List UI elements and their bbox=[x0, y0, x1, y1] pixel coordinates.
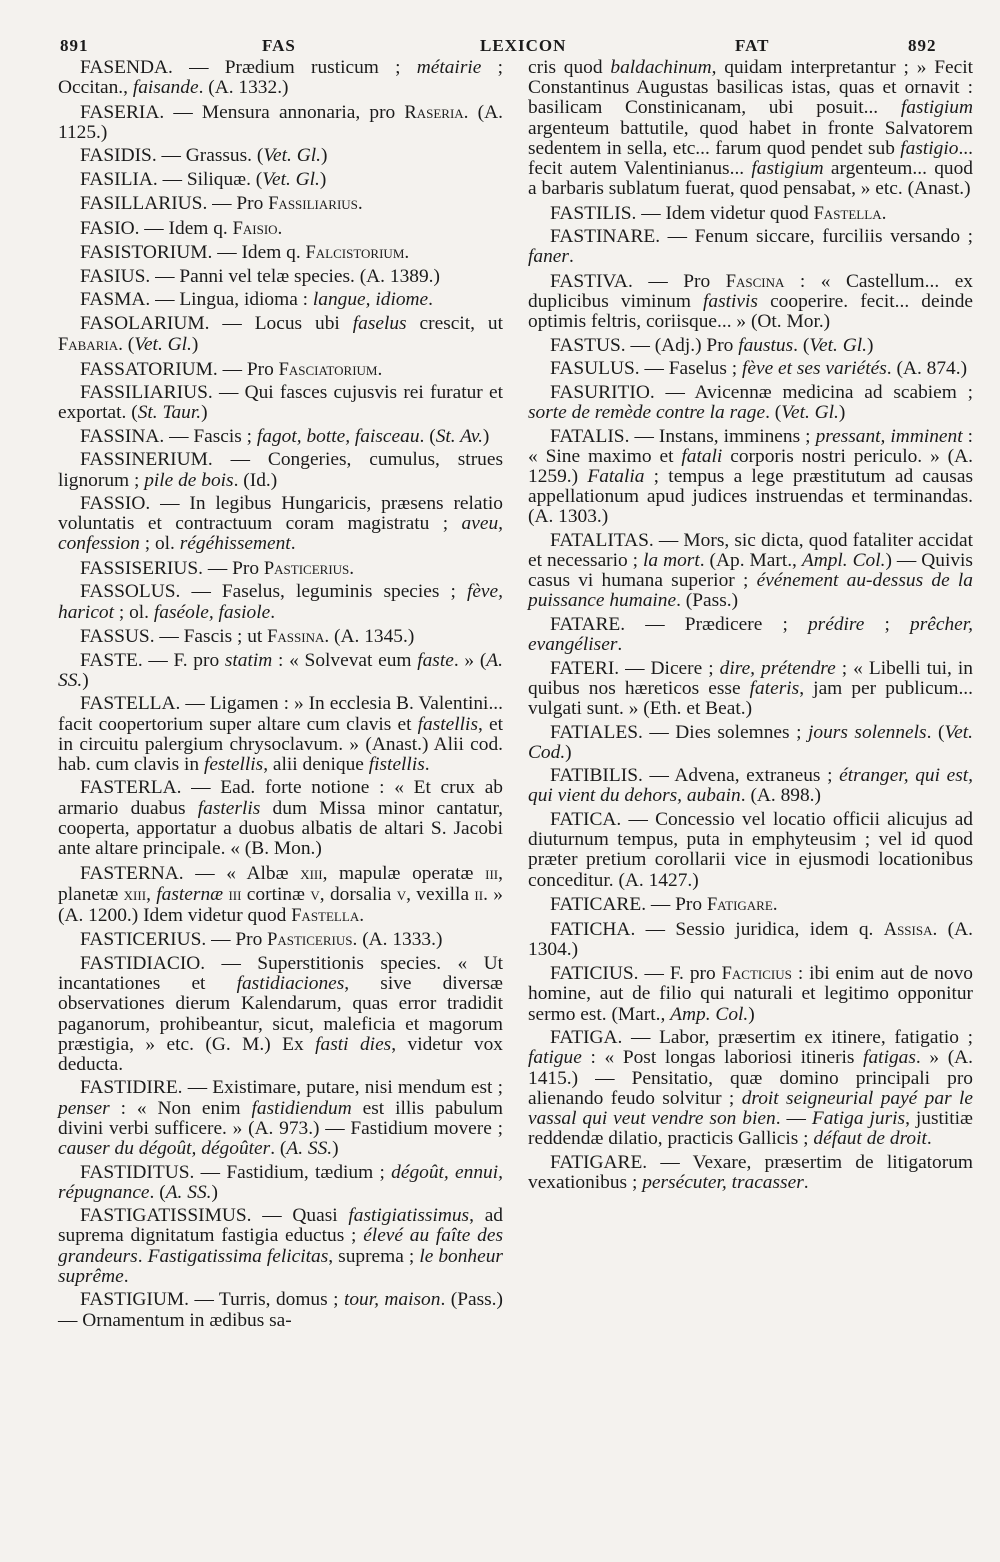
dictionary-entry bbox=[58, 359, 503, 380]
entry-headword: FASIO. bbox=[80, 217, 140, 239]
entry-definition: — Labor, præsertim ex itinere, fatigatio ; fatigue : « Post longas laboriosi itineris fatigas. » (A. 1415.) — Pensitatio, quæ domino principali pro alienando feudo solvitur ; droit seigneurial payé par le vassal qui veut vendre son bien. — Fatiga juris, justitiæ reddendæ dilatio, practicis Gallicis ; défaut de droit. bbox=[528, 1027, 973, 1150]
dictionary-entry bbox=[528, 894, 973, 915]
dictionary-entry bbox=[528, 659, 973, 720]
entry-headword: FASERIA. bbox=[80, 101, 165, 123]
entry-headword: FASSIO. bbox=[80, 493, 151, 515]
dictionary-entry bbox=[58, 1163, 503, 1203]
entry-definition: — Prædicere ; prédire ; prêcher, evangéliser. bbox=[528, 613, 973, 656]
entry-definition: — Pro Fascina : « Castellum... ex duplicibus viminum fastivis cooperire. fecit... deinde optimis feltris, coriisque... » (Ot. Mor.) bbox=[528, 270, 973, 333]
dictionary-entry bbox=[58, 778, 503, 859]
dictionary-entry bbox=[58, 290, 503, 310]
dictionary-entry bbox=[58, 193, 503, 214]
entry-headword: FATICIUS. bbox=[550, 963, 639, 985]
dictionary-entry bbox=[58, 267, 503, 287]
entry-definition: — Existimare, putare, nisi mendum est ; penser : « Non enim fastidiendum est illis pabulum divini verbi sufficere. » (A. 973.) — Fastidium movere ; causer du dégoût, dégoûter. (A. SS.) bbox=[58, 1077, 503, 1160]
entry-definition: — Panni vel telæ species. (A. 1389.) bbox=[150, 265, 440, 287]
entry-definition: — Mors, sic dicta, quod fataliter accidat et necessario ; la mort. (Ap. Mart., Ampl. Col.) — Quivis casus vi humana superior ; événement au-dessus de la puissance humaine. (Pass.) bbox=[528, 529, 973, 612]
dictionary-entry bbox=[528, 336, 973, 356]
entry-definition: — (Adj.) Pro faustus. (Vet. Gl.) bbox=[625, 334, 874, 356]
dictionary-entry bbox=[528, 1153, 973, 1193]
dictionary-entry bbox=[528, 963, 973, 1025]
entry-headword: FASTELLA. bbox=[80, 693, 181, 715]
entry-headword: FASSISERIUS. bbox=[80, 557, 204, 579]
entry-headword: FATARE. bbox=[550, 613, 626, 635]
entry-definition: — Fascis ; fagot, botte, faisceau. (St. Av.) bbox=[164, 425, 490, 447]
entry-headword: FASENDA. bbox=[80, 57, 173, 78]
entry-headword: FASTIVA. bbox=[550, 270, 633, 292]
entry-headword: FASIUS. bbox=[80, 265, 151, 287]
entry-definition: — Pro Fasciatorium. bbox=[217, 358, 383, 380]
entry-headword: FATALIS. bbox=[550, 425, 630, 447]
entry-definition: — Vexare, præsertim de litigatorum vexationibus ; persécuter, tracasser. bbox=[528, 1151, 973, 1193]
entry-headword: FASTIGIUM. bbox=[80, 1289, 189, 1311]
entry-headword: FATIBILIS. bbox=[550, 765, 643, 787]
entry-definition: — Advena, extraneus ; étranger, qui est, qui vient du dehors, aubain. (A. 898.) bbox=[528, 765, 973, 807]
dictionary-entry bbox=[58, 102, 503, 143]
right-column bbox=[528, 58, 973, 1196]
entry-headword: FASSINERIUM. bbox=[80, 449, 213, 471]
dictionary-entry bbox=[58, 383, 503, 423]
dictionary-entry bbox=[528, 531, 973, 612]
page-number-left: 891 bbox=[60, 36, 89, 55]
dictionary-entry bbox=[58, 651, 503, 691]
entry-definition: — « Albæ xiii, mapulæ operatæ iii, planetæ xiii, fasternæ iii cortinæ v, dorsalia v, vexilla ii. » (A. 1200.) Idem videtur quod Fastella. bbox=[58, 862, 503, 926]
dictionary-entry bbox=[528, 810, 973, 891]
dictionary-entry bbox=[528, 723, 973, 763]
dictionary-entry bbox=[58, 1078, 503, 1159]
entry-definition: — F. pro statim : « Solvevat eum faste. » (A. SS.) bbox=[58, 649, 503, 691]
dictionary-entry bbox=[58, 218, 503, 239]
entry-definition: — Idem q. Falcistorium. bbox=[212, 242, 410, 264]
running-head-left: FAS bbox=[262, 36, 296, 55]
entry-headword: FATIGA. bbox=[550, 1027, 623, 1049]
entry-headword: FATIALES. bbox=[550, 721, 643, 743]
entry-definition: — Sessio juridica, idem q. Assisa. (A. 1304.) bbox=[528, 918, 973, 960]
entry-definition: — Siliquæ. (Vet. Gl.) bbox=[157, 168, 327, 190]
entry-headword: FASTINARE. bbox=[550, 226, 661, 248]
dictionary-entry bbox=[58, 494, 503, 555]
entry-definition: — Grassus. (Vet. Gl.) bbox=[156, 145, 328, 167]
entry-headword: FASTE. bbox=[80, 649, 143, 671]
running-head-right: FAT bbox=[735, 36, 770, 55]
entry-definition: — Congeries, cumulus, strues lignorum ; pile de bois. (Id.) bbox=[58, 449, 503, 491]
dictionary-entry bbox=[528, 227, 973, 267]
dictionary-entry bbox=[58, 427, 503, 447]
running-head-center: LEXICON bbox=[480, 36, 567, 55]
entry-definition: — Qui fasces cujusvis rei furatur et exportat. (St. Taur.) bbox=[58, 382, 503, 424]
entry-definition: — Dicere ; dire, prétendre ; « Libelli tui, in quibus nos hæreticos esse fateris, jam per publicum... vulgati sunt. » (Eth. et Beat.) bbox=[528, 657, 973, 720]
entry-headword: FATALITAS. bbox=[550, 529, 654, 551]
dictionary-entry bbox=[58, 58, 503, 98]
dictionary-entry bbox=[58, 1206, 503, 1287]
entry-headword: FATIGARE. bbox=[550, 1151, 648, 1173]
entry-headword: FASOLARIUM. bbox=[80, 312, 210, 334]
entry-definition: — Lingua, idioma : langue, idiome. bbox=[150, 289, 433, 311]
dictionary-entry bbox=[58, 929, 503, 950]
dictionary-entry bbox=[58, 863, 503, 927]
entry-headword: FASTILIS. bbox=[550, 202, 637, 224]
dictionary-entry bbox=[58, 694, 503, 775]
entry-headword: FASILIA. bbox=[80, 168, 158, 190]
dictionary-entry bbox=[58, 450, 503, 490]
dictionary-entry bbox=[528, 766, 973, 806]
entry-definition: — Ead. forte notione : « Et crux ab armario duabus fasterlis dum Missa minor cantatur, cooperta, apportatur a duobus albatis de altari S. Jacobi ante altare principale. « (B. Mon.) bbox=[58, 777, 504, 860]
dictionary-entry bbox=[58, 146, 503, 166]
entry-definition: — Dies solemnes ; jours solennels. (Vet. Cod.) bbox=[528, 721, 973, 763]
entry-definition: — Pro Fassiliarius. bbox=[207, 193, 363, 215]
entry-headword: FATICA. bbox=[550, 808, 622, 830]
entry-definition: — Concessio vel locatio officii alicujus ad diuturnum tempus, puta in emphyteusim ; vel id quod præter pretium corollarii vice in ejusmodi locationibus conceditur. (A. 1427.) bbox=[528, 808, 973, 891]
entry-definition: — Idem q. Faisio. bbox=[139, 217, 283, 239]
entry-definition: — Faselus, leguminis species ; fève, haricot ; ol. faséole, fasiole. bbox=[58, 581, 503, 623]
entry-definition: — Fascis ; ut Fassina. (A. 1345.) bbox=[154, 626, 415, 648]
dictionary-entry bbox=[58, 170, 503, 190]
entry-definition: — Turris, domus ; tour, maison. (Pass.) — Ornamentum in ædibus sa- bbox=[58, 1289, 503, 1331]
dictionary-entry bbox=[58, 626, 503, 647]
entry-headword: FASTICERIUS. bbox=[80, 929, 207, 951]
entry-definition: — In legibus Hungaricis, præsens relatio voluntatis et contractuum coram magistratu ; aveu, confession ; ol. régéhissement. bbox=[58, 493, 503, 555]
entry-definition: — Locus ubi faselus crescit, ut Fabaria. (Vet. Gl.) bbox=[58, 312, 503, 356]
entry-definition: cris quod baldachinum, quidam interpretantur ; » Fecit Constantinus Augustas basilicas istas, quas et ornavit : basilicam Constinicanam, ubi posuit... fastigium argenteum battutile, quod habet in fronte Salvatorem sedentem in sella, etc... farum quod pendet sub fastigio... fecit autem Valentinianus... fastigium argenteum... quod a barbaris sublatum fuerat, quod pensabat, » etc. (Anast.) bbox=[528, 57, 973, 200]
entry-headword: FATERI. bbox=[550, 657, 620, 679]
entry-headword: FASMA. bbox=[80, 289, 151, 311]
entry-headword: FASILLARIUS. bbox=[80, 193, 208, 215]
entry-headword: FASISTORIUM. bbox=[80, 242, 213, 264]
entry-definition: — Quasi fastigiatissimus, ad suprema dignitatum fastigia eductus ; élevé au faîte des grandeurs. Fastigatissima felicitas, suprema ; le bonheur suprême. bbox=[58, 1205, 503, 1287]
entry-headword: FASSILIARIUS. bbox=[80, 382, 213, 404]
entry-definition: — Pro Pasticerius. bbox=[203, 557, 355, 579]
entry-definition: — Ligamen : » In ecclesia B. Valentini... facit coopertorium super altare cum clavis et fastellis, et in circuitu palergium chrysoclavum. » (Anast.) Alii cod. hab. cum clavis in festellis, alii denique fistellis. bbox=[58, 693, 503, 775]
dictionary-entry bbox=[528, 615, 973, 655]
entry-definition: — Fenum siccare, furciliis versando ; faner. bbox=[528, 226, 973, 268]
entry-definition: — Mensura annonaria, pro Raseria. (A. 1125.) bbox=[58, 101, 503, 143]
dictionary-entry bbox=[58, 582, 503, 622]
entry-headword: FASULUS. bbox=[550, 358, 640, 380]
entry-headword: FASTERNA. bbox=[80, 862, 184, 884]
entry-definition: — Avicennæ medicina ad scabiem ; sorte de remède contre la rage. (Vet. Gl.) bbox=[528, 381, 973, 424]
page-number-right: 892 bbox=[908, 36, 937, 55]
entry-headword: FASTERLA. bbox=[80, 777, 182, 799]
dictionary-entry bbox=[58, 242, 503, 263]
entry-headword: FASURITIO. bbox=[550, 381, 655, 403]
dictionary-entry bbox=[58, 954, 503, 1075]
entry-headword: FASTIDIRE. bbox=[80, 1077, 183, 1099]
entry-headword: FASTUS. bbox=[550, 334, 626, 356]
entry-headword: FASSOLUS. bbox=[80, 581, 181, 603]
entry-headword: FASTIDIACIO. bbox=[80, 952, 206, 974]
entry-definition: — Faselus ; fève et ses variétés. (A. 874.) bbox=[639, 358, 968, 380]
dictionary-entry bbox=[528, 58, 973, 199]
dictionary-entry bbox=[58, 314, 503, 355]
dictionary-entry bbox=[58, 1290, 503, 1330]
dictionary-entry bbox=[58, 558, 503, 579]
entry-headword: FATICARE. bbox=[550, 894, 647, 916]
entry-definition: — Superstitionis species. « Ut incantationes et fastidiaciones, sive diversæ observationes dierum Kalendarum, quas error tradidit paganorum, prohibeantur, sicut, maleficia et magorum præstigia, » etc. (G. M.) Ex fasti dies, videtur vox deducta. bbox=[58, 952, 503, 1075]
entry-headword: FASTIDITUS. bbox=[80, 1161, 195, 1183]
entry-headword: FASSINA. bbox=[80, 425, 165, 447]
dictionary-entry bbox=[528, 1028, 973, 1149]
dictionary-entry bbox=[528, 359, 973, 379]
dictionary-entry bbox=[528, 383, 973, 423]
entry-definition: — Prædium rusticum ; métairie ; Occitan., faisande. (A. 1332.) bbox=[58, 57, 503, 99]
entry-headword: FATICHA. bbox=[550, 918, 636, 940]
dictionary-entry bbox=[528, 919, 973, 960]
entry-headword: FASSUS. bbox=[80, 626, 155, 648]
entry-definition: — Instans, imminens ; pressant, imminent : « Sine maximo et fatali corporis nostri periculo. » (A. 1259.) Fatalia ; tempus a lege præstitutum ad causas appellationum apud judices instruendas et terminandas. (A. 1303.) bbox=[528, 425, 973, 528]
dictionary-entry bbox=[528, 427, 973, 528]
entry-headword: FASIDIS. bbox=[80, 145, 157, 167]
entry-definition: — Pro Fatigare. bbox=[646, 894, 778, 916]
entry-definition: — Idem videtur quod Fastella. bbox=[636, 202, 887, 224]
entry-headword: FASSATORIUM. bbox=[80, 358, 218, 380]
entry-definition: — Pro Pasticerius. (A. 1333.) bbox=[206, 929, 443, 951]
entry-headword: FASTIGATISSIMUS. bbox=[80, 1205, 252, 1227]
entry-definition: — Fastidium, tædium ; dégoût, ennui, répugnance. (A. SS.) bbox=[58, 1161, 503, 1203]
dictionary-entry bbox=[528, 203, 973, 224]
dictionary-entry bbox=[528, 271, 973, 333]
left-column bbox=[58, 58, 503, 1334]
entry-definition: — F. pro Facticius : ibi enim aut de novo homine, aut de filio qui naturali et legitimo opponitur sermo est. (Mart., Amp. Col.) bbox=[528, 963, 973, 1025]
